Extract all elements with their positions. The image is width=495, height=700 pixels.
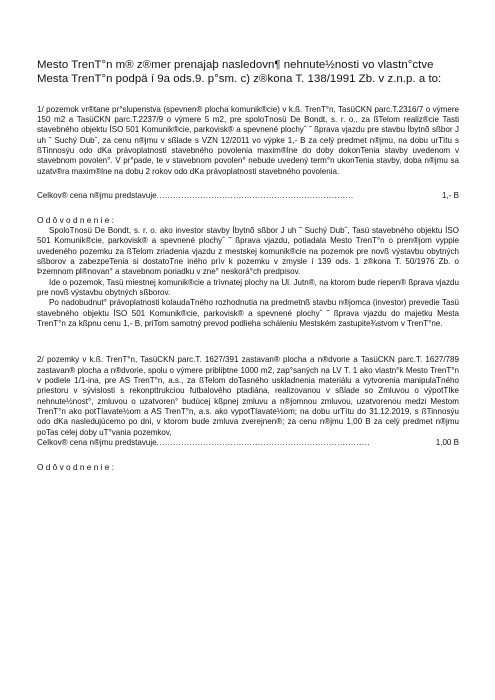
justification-1-paragraph-2: Ide o pozemok, Tasü miestnej komunik®cie a trìvnatej plochy na Ul. Jutn®, na ktorom bude riepen® ßprava vjazdu pre novß výstavbu obytných sßborov. xyxy=(37,277,459,297)
justification-2-title: Odôvodnenie: xyxy=(37,462,117,473)
document-heading: Mesto TrenT°n m® z®mer prenajaþ nasledovn¶ nehnute½nosti vo vlastn°ctve Mesta TrenT°n podpä í 9a ods.9. p°sm. c) z®kona T. 138/1991 Zb. v z.n.p. a to: xyxy=(37,59,442,86)
item-1-text: 1/ pozemok vr®tane pr°slupenstva (spevnen® plocha komunik®cie) v k.ß. TrenT°n, TasüCKN parc.T.2316/7 o výmere 150 m2 a TasüCKN parc.T.2237/9 o výmere 5 m2, pre spoloTnosü De Bondt, s. r. o., za ßTelom realiz®cie Tasti stavebného objektu ÍSO 501 Komunik®cie, parkovisk® a spevnené plochyˆ ˜ ßprava vjazdu pre stavbu Íbytnõ sßbor J uh ˜ Suchý Dubˆ, za cenu n®jmu v sßlade s VZN 12/2011 vo výpke 1,- B za celý predmet n®jmu, na dobu urTìtu s ßTinnosýu odo dKa právoplatnosti stavebného povolenia maxim®lne do doby dokonTenia stavby uvedenom v stavebnom povolen°. V pr°pade, te v stavebnom povolen° nebude uvedený term°n ukonTenia stavby, doba n®jmu sa uzatv®ra maxim®lne na dobu 2 rokov odo dKa právoplatnosti stavebného povolenia. xyxy=(37,104,459,176)
justification-1-title: Odôvodnenie: xyxy=(37,215,117,226)
price-1-dots: ........................................................................ xyxy=(156,191,354,200)
price-1-value: 1,- B xyxy=(442,191,459,200)
price-1-label: Celkov® cena n®jmu predstavuje xyxy=(37,191,157,200)
price-2-row xyxy=(37,438,459,448)
price-2-value: 1,00 B xyxy=(435,438,459,448)
justification-1-paragraph-1: SpoloTnosü De Bondt, s. r. o. ako investor stavby Íbytnõ sßbor J uh ˜ Suchý Dubˆ, Tasü stavebného objektu ÍSO 501 Komunik®cie, parkovisk® a spevnené plochyˆ ˜ ßprava vjazdu, potiadala Mesto TrenT°n o pren®jom vyppie uvedeného pozemku za ßTelom zriadenia vjazdu z mestskej komunik®cie na pozemok pre novß výstavbu obytných sßborov a zabezpeTenia si dostatoTne iného prìv k pozemku v zmysle í 139 ods. 1 z®kona T. 50/1976 Zb. o Þzemnom pl®novan° a stavebnom poriadku v zne° neskorá°ch predpisov. xyxy=(37,225,459,277)
item-2-text: 2/ pozemky v k.ß. TrenT°n, TasüCKN parc.T. 1627/391 zastavan® plocha a n®dvorie a TasüCKN parc.T. 1627/789 zastavan® plocha a n®dvorie, spolu o výmere pribliþtne 1000 m2, zap°saných na LV T. 1 ako vlastn°k Mesto TrenT°n v podiele 1/1-ina, pre AS TrenT°n, a.s., za ßTelom doTasného uskladnenia materiálu a vytvorenia manipulaTného priestoru v sývislosti s rekonpttrukciou futbalového ptadiána, realizovanou v sßlade so Zmluvou o výpotTIke nehnute½nost°, zmluvou o uzatvoren° budúcej kßpnej zmluvu a n®jomnou zmluvou, uzatvorenou medzi Mestom TrenT°n ako potTIavate½om a AS TrenT°n, a.s. ako vypotTIavate½om; na dobu urTìtu do 31.12.2019, s ßTinnosýu odo dKa nasledujúcemo po dni, v ktorom bude zmluva zverejnen®; za cenu n®jmu 1,00 B za celý predmet n®jmu poTas celej doby uT°vania pozemkov, xyxy=(37,355,459,437)
price-2-dots: .............................................................................. xyxy=(156,438,371,448)
price-2-label: Celkov® cena n®jmu predstavuje xyxy=(37,438,157,448)
justification-1-paragraph-3: Po nadobudnut° právoplatnosti kolaudaTného rozhodnutia na predmetnß stavbu n®jomca (investor) prevedie Tasü stavebného objektu ÍSO 501 Komunik®cie, parkovisk® a spevnené plochyˆ ˜ ßprava vjazdu do majetku Mesta TrenT°n za kßpnu cenu 1,- B, priTom samotný prevod podlieha scháleniu Mestském zastupite¾stvom v TrenT°ne. xyxy=(37,298,459,328)
price-1-row xyxy=(37,191,459,201)
